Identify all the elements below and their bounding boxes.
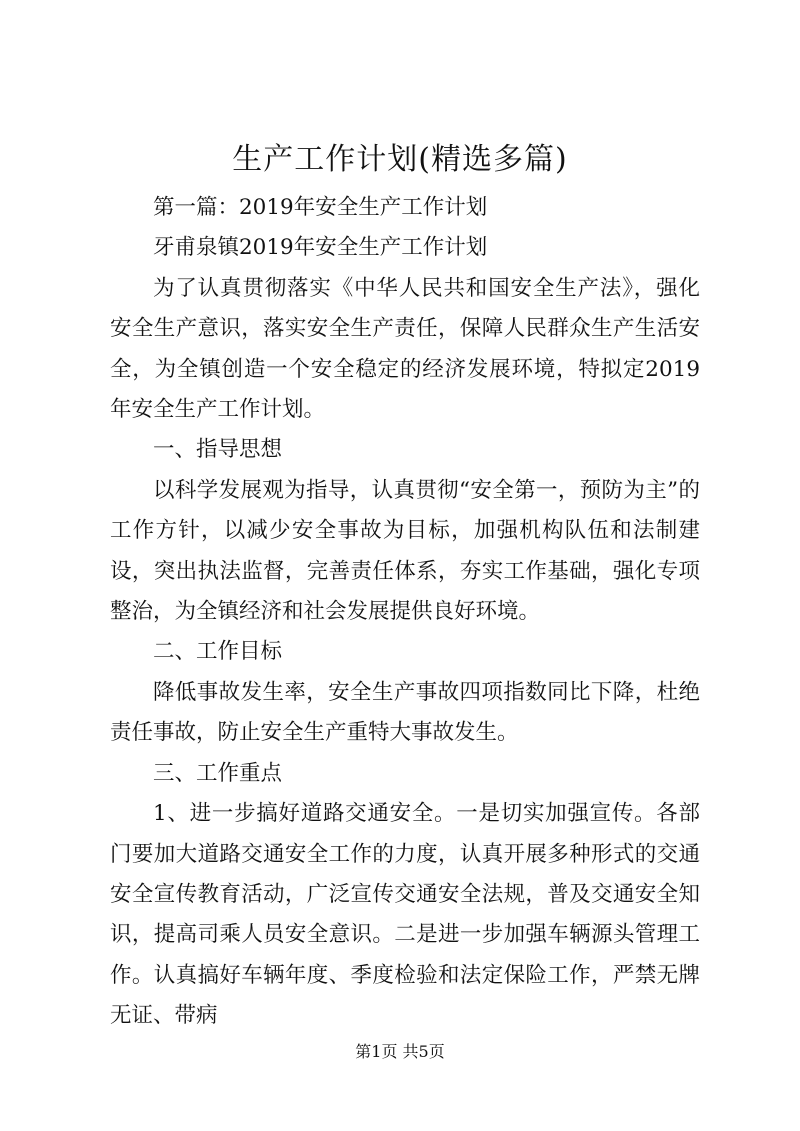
paragraph: 以科学发展观为指导，认真贯彻“安全第一，预防为主”的工作方针，以减少安全事故为目标，加强机构队伍和法制建设，突出执法监督，完善责任体系，夯实工作基础，强化专项整治，为全镇经济和社会发展提供良好环境。 (110, 477, 700, 625)
document-body (110, 188, 700, 1037)
document-title: 生产工作计划(精选多篇) (232, 142, 568, 177)
page-footer: 第1页 共5页 (355, 1042, 445, 1061)
section-heading: 二、工作目标 (153, 639, 283, 665)
section-heading: 三、工作重点 (153, 760, 283, 786)
subtitle: 牙甫泉镇2019年安全生产工作计划 (153, 235, 488, 261)
paragraph: 降低事故发生率，安全生产事故四项指数同比下降，杜绝责任事故，防止安全生产重特大事故发生。 (110, 679, 700, 746)
paragraph: 为了认真贯彻落实《中华人民共和国安全生产法》，强化安全生产意识，落实安全生产责任，保障人民群众生产生活安全，为全镇创造一个安全稳定的经济发展环境，特拟定2019年安全生产工作计划。 (110, 275, 700, 423)
section-heading: 一、指导思想 (153, 437, 283, 463)
paragraph: 1、进一步搞好道路交通安全。一是切实加强宣传。各部门要加大道路交通安全工作的力度，认真开展多种形式的交通安全宣传教育活动，广泛宣传交通安全法规，普及交通安全知识，提高司乘人员安全意识。二是进一步加强车辆源头管理工作。认真搞好车辆年度、季度检验和法定保险工作，严禁无牌无证、带病 (110, 801, 700, 1029)
section-heading: 第一篇：2019年安全生产工作计划 (153, 195, 488, 220)
